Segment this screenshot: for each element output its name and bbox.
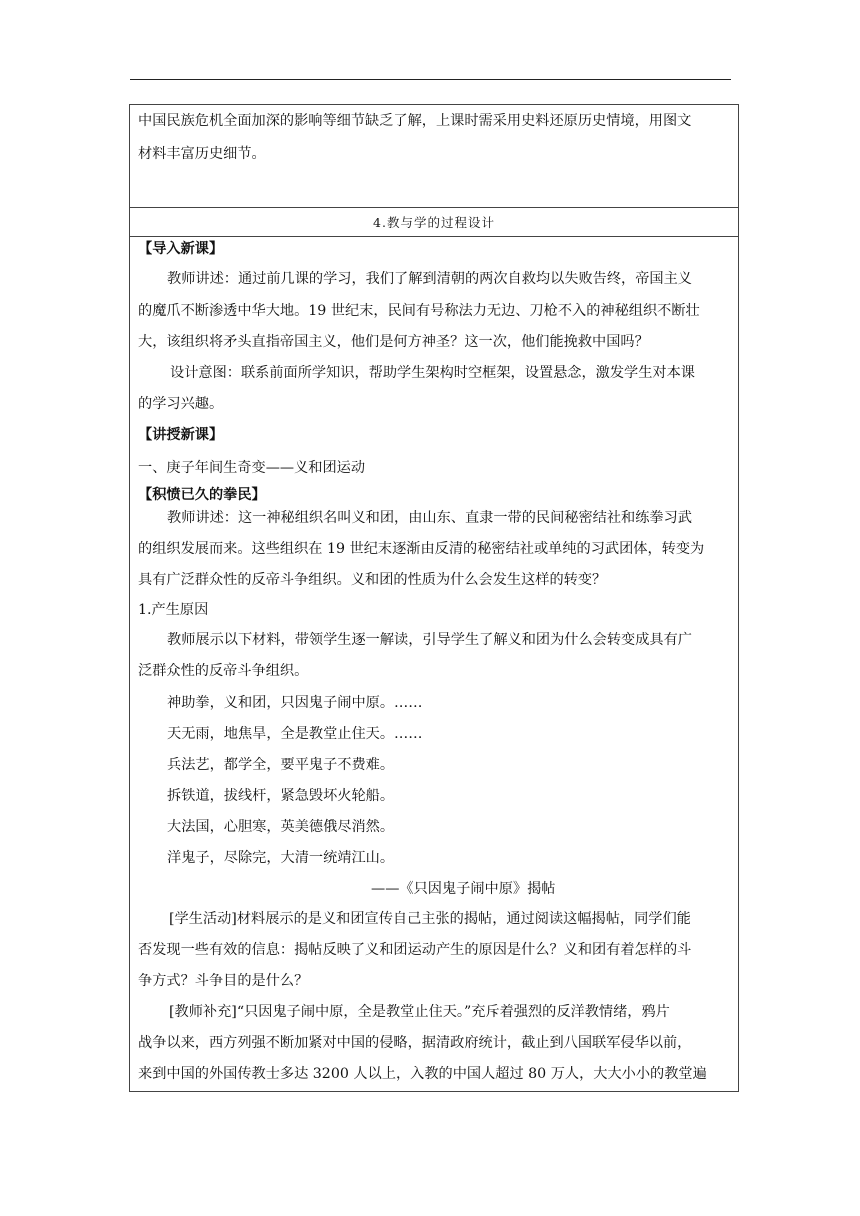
body-line: 大法国，心胆寒，英美德俄尽消然。: [167, 819, 395, 835]
body-line: 泛群众性的反帝斗争组织。: [138, 663, 309, 679]
section-header: 4.教与学的过程设计: [373, 215, 495, 230]
body-line: ——《只因鬼子闹中原》揭帖: [371, 881, 556, 897]
body-line: 设计意图：联系前面所学知识，帮助学生架构时空框架，设置悬念，激发学生对本课: [170, 365, 695, 381]
body-line: 来到中国的外国传教士多达 3200 人以上，入教的中国人超过 80 万人，大大小小的教堂遍: [138, 1066, 707, 1082]
body-line: 的魔爪不断渗透中华大地。19 世纪末，民间有号称法力无边、刀枪不入的神秘组织不断壮: [138, 303, 700, 319]
top-cell-line-1: 中国民族危机全面加深的影响等细节缺乏了解，上课时需采用史料还原历史情境，用图文: [138, 113, 692, 129]
body-line: 【积愤已久的拳民】: [138, 487, 266, 503]
main-cell: [129, 236, 739, 1092]
body-line: 1.产生原因: [138, 602, 209, 618]
top-cell: [129, 104, 739, 208]
body-line: 教师讲述：这一神秘组织名叫义和团，由山东、直隶一带的民间秘密结社和练拳习武: [167, 510, 692, 526]
body-line: 神助拳，义和团，只因鬼子闹中原。……: [167, 695, 423, 711]
body-line: 否发现一些有效的信息：揭帖反映了义和团运动产生的原因是什么？义和团有着怎样的斗: [138, 942, 692, 958]
body-line: [学生活动]材料展示的是义和团宣传自己主张的揭帖，通过阅读这幅揭帖，同学们能: [169, 911, 691, 927]
body-line: [教师补充]“只因鬼子闹中原，全是教堂止住天。”充斥着强烈的反洋教情绪，鸦片: [169, 1004, 670, 1020]
header-rule: [130, 79, 731, 80]
top-cell-line-2: 材料丰富历史细节。: [138, 146, 266, 162]
section-header-cell: [129, 208, 739, 237]
body-line: 战争以来，西方列强不断加紧对中国的侵略，据清政府统计，截止到八国联军侵华以前，: [138, 1035, 692, 1051]
body-line: 的组织发展而来。这些组织在 19 世纪末逐渐由反清的秘密结社或单纯的习武团体，转变为: [138, 541, 705, 557]
body-line: 拆铁道，拔线杆，紧急毁坏火轮船。: [167, 788, 395, 804]
body-line: 争方式？斗争目的是什么？: [138, 973, 309, 989]
body-line: 兵法艺，都学全，要平鬼子不费难。: [167, 757, 395, 773]
body-line: 【导入新课】: [138, 241, 224, 257]
body-line: 教师展示以下材料，带领学生逐一解读，引导学生了解义和团为什么会转变成具有广: [167, 632, 692, 648]
body-line: 洋鬼子，尽除完，大清一统靖江山。: [167, 850, 395, 866]
body-line: 教师讲述：通过前几课的学习，我们了解到清朝的两次自救均以失败告终，帝国主义: [167, 271, 692, 287]
body-line: 的学习兴趣。: [138, 396, 224, 412]
body-line: 一、庚子年间生奇变——义和团运动: [138, 460, 366, 476]
body-line: 天无雨，地焦旱，全是教堂止住天。……: [167, 726, 423, 742]
body-line: 【讲授新课】: [138, 427, 224, 443]
body-line: 具有广泛群众性的反帝斗争组织。义和团的性质为什么会发生这样的转变？: [138, 572, 607, 588]
body-line: 大，该组织将矛头直指帝国主义，他们是何方神圣？这一次，他们能挽救中国吗？: [138, 334, 649, 350]
